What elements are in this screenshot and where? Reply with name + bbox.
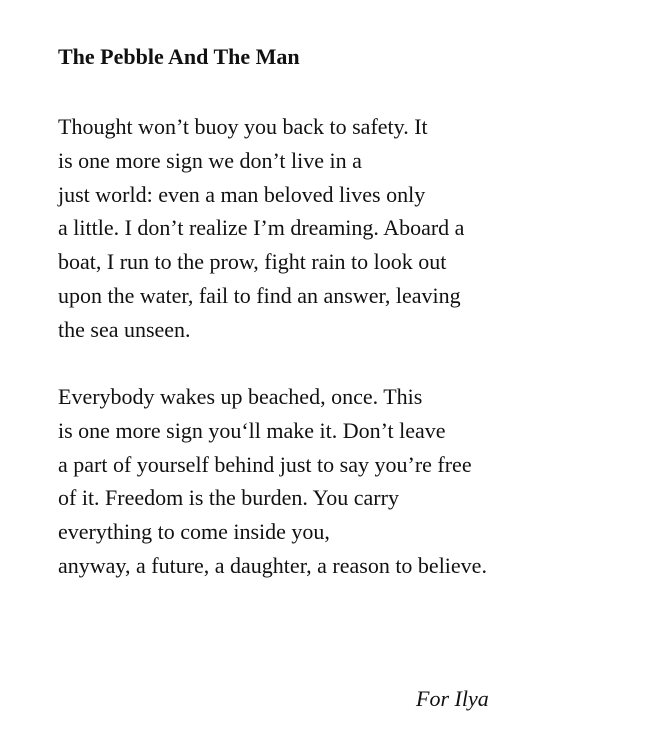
stanza-1-line-3: just world: even a man beloved lives only (58, 181, 426, 207)
stanza-1 (58, 110, 464, 347)
stanza-2-line-2: is one more sign you‘ll make it. Don’t leave (58, 417, 446, 443)
stanza-1-line-1: Thought won’t buoy you back to safety. It (58, 114, 428, 139)
stanza-2-line-3: a part of yourself behind just to say you’re free (58, 451, 472, 477)
dedication: For Ilya (416, 686, 489, 711)
stanza-2-line-6: anyway, a future, a daughter, a reason to believe. (58, 552, 487, 578)
stanza-2-line-1: Everybody wakes up beached, once. This (58, 384, 423, 409)
stanza-1-line-5: boat, I run to the prow, fight rain to look out (58, 249, 447, 275)
stanza-1-line-7: the sea unseen. (58, 316, 191, 342)
stanza-2 (58, 380, 487, 583)
stanza-1-line-4: a little. I don’t realize I’m dreaming. Aboard a (58, 215, 465, 241)
poem-title: The Pebble And The Man (58, 44, 300, 69)
stanza-1-line-6: upon the water, fail to find an answer, leaving (58, 282, 461, 308)
stanza-2-line-5: everything to come inside you, (58, 519, 330, 545)
stanza-1-line-2: is one more sign we don’t live in a (58, 147, 362, 173)
stanza-2-line-4: of it. Freedom is the burden. You carry (58, 485, 399, 511)
